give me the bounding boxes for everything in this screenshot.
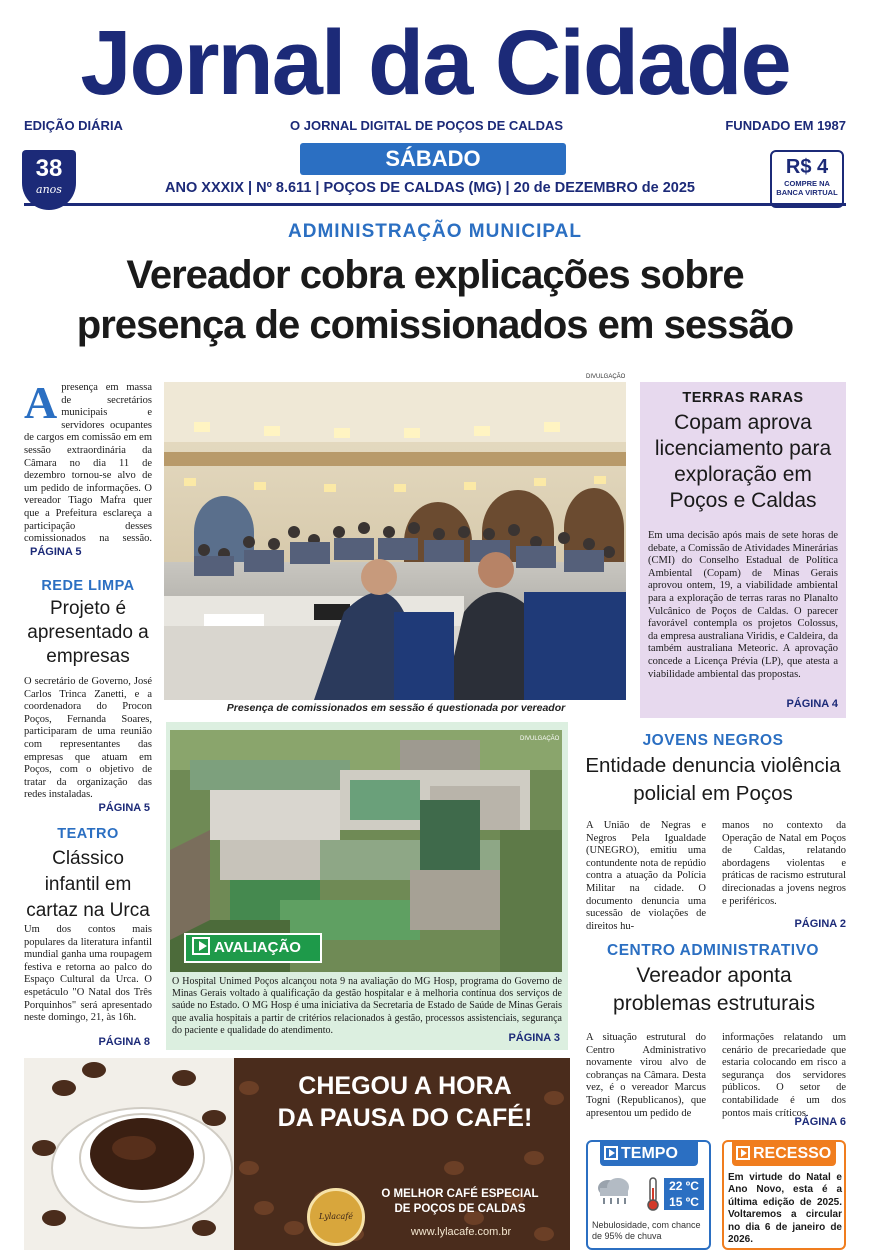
coffee-ad-headline-line1: CHEGOU A HORA (298, 1072, 512, 1100)
anniversary-label: anos (36, 183, 62, 196)
lead-headline[interactable] (30, 250, 840, 350)
edition-line: ANO XXXIX | Nº 8.611 | POÇOS DE CALDAS (MG) | 20 de DEZEMBRO de 2025 (165, 180, 695, 196)
teatro-page-ref[interactable]: PÁGINA 8 (98, 1036, 150, 1048)
lead-headline-line2: presença de comissionados em sessão (76, 303, 794, 347)
newspaper-title: Jornal da Cidade (80, 12, 790, 114)
recess-notice: Em virtude do Natal e Ano Novo, esta é a última edição de 2025. Voltaremos a circular no dia 6 de janeiro de 2026. (728, 1172, 842, 1246)
coffee-ad-headline (240, 1070, 570, 1134)
dropcap: A (24, 377, 58, 428)
terras-raras-body: Em uma decisão após mais de sete horas de debate, a Comissão de Atividades Minerárias (CMI) do Conselho Estadual de Política Ambiental (Copam) de Minas Gerais aprovou ontem, 19, a viabilidade ambiental para a exploração de terras raras no Planalto Vulcânico de Poços de Caldas. O parecer favorável contempla os projetos Colossus, da empresa australiana Viridis, e Caldeira, da também australiana Meteoric. A aprovação concede a Licença Prévia (LP), que atesta a viabilidade ambiental das propostas. (648, 530, 838, 680)
founded-year: FUNDADO EM 1987 (725, 118, 846, 133)
lead-article-text: presença em massa de secretários municipais e servidores ocupantes de cargos em comissão em em sessão extraordinária da Câmara no dia 11 de dezembro tornou-se alvo de um pedido de informações. O vereador Tiago Mafra quer que a Prefeitura esclareça a participação desses comissionados na sessão. (24, 382, 152, 545)
temperature-high: 22 ºC (664, 1178, 704, 1194)
rede-limpa-page-ref[interactable]: PÁGINA 5 (98, 802, 150, 814)
play-icon (192, 937, 210, 955)
coffee-ad-tagline-line2: DE POÇOS DE CALDAS (394, 1203, 526, 1215)
coffee-ad-url[interactable]: www.lylacafe.com.br (410, 1226, 512, 1238)
teatro-headline[interactable]: Clássico infantil em cartaz na Urca (26, 848, 150, 921)
teatro-body: Um dos contos mais populares da literatura infantil mundial ganha uma roupagem festiva e retorna ao palco do Espaço Cultural da Urca. O espetáculo "O Natal dos Três Porquinhos" será apresentado neste domingo, 21, às 16h. (24, 924, 152, 1024)
avaliacao-body: O Hospital Unimed Poços alcançou nota 9 na avaliação do MG Hosp, programa do Governo de Minas Gerais voltado à qualificação da gestão hospitalar e à melhoria contínua dos serviços de saúde no Estado. O MG Hosp é uma iniciativa da Secretaria de Estado de Saúde de Minas Gerais que avalia hospitais a partir de critérios relacionados à gestão, processos assistenciais, segurança do paciente e qualidade do atendimento. (172, 976, 562, 1036)
chamber-photo-caption: Presença de comissionados em sessão é questionada por vereador (226, 702, 566, 714)
weather-label: TEMPO (621, 1145, 678, 1162)
weather-header (600, 1142, 698, 1166)
play-icon (604, 1146, 618, 1160)
edition-type: EDIÇÃO DIÁRIA (24, 118, 123, 133)
rede-limpa-kicker: REDE LIMPA (41, 578, 135, 594)
centro-admin-body-col1: A situação estrutural do Centro Administrativo novamente virou alvo de cobranças na Câmara. Desta vez, é o vereador Marcus Togni (Republicanos), que apresentou um pedido de (586, 1032, 706, 1119)
terras-raras-kicker: TERRAS RARAS (682, 390, 804, 406)
jovens-negros-body-col2: manos no contexto da Operação de Natal em Poços de Caldas, relatando abordagens violentas e práticas de racismo estrutural direcionadas a jovens negros e periféricos. (722, 820, 846, 907)
play-icon (736, 1146, 750, 1160)
rede-limpa-body: O secretário de Governo, José Carlos Trinca Zanetti, e a coordenadora do Procon Poços, Fernanda Soares, participaram de uma reunião com representantes das empresas que atuam em Poços, com o objetivo de tratar da organização das redes instaladas. (24, 676, 152, 801)
jovens-negros-body-col1: A União de Negras e Negros Pela Igualdade (UNEGRO), emitiu uma contundente nota de repúdio contra a atuação da Polícia Militar na cidade. O documento denuncia uma sucessão de violações de direitos hu- (586, 820, 706, 932)
terras-raras-headline[interactable]: Copam aprova licenciamento para exploração em Poços e Caldas (654, 411, 832, 512)
jovens-negros-kicker: JOVENS NEGROS (642, 732, 784, 749)
avaliacao-badge (184, 933, 322, 963)
avaliacao-badge-label: AVALIAÇÃO (214, 939, 301, 956)
lead-kicker: ADMINISTRAÇÃO MUNICIPAL (288, 221, 582, 242)
coffee-ad-tagline-line1: O MELHOR CAFÉ ESPECIAL (381, 1188, 539, 1200)
lead-headline-line1: Vereador cobra explicações sobre (126, 253, 744, 297)
centro-admin-body-col2: informações relatando um cenário de precariedade que estaria colocando em risco a segurança dos servidores públicos. O setor de contabilidade é um dos pontos mais críticos. (722, 1032, 846, 1119)
price-note-1: COMPRE NA (784, 179, 830, 188)
centro-admin-page-ref[interactable]: PÁGINA 6 (794, 1116, 846, 1128)
rede-limpa-headline[interactable]: Projeto é apresentado a empresas (27, 598, 149, 667)
chamber-photo-illustration (164, 382, 626, 700)
avaliacao-page-ref[interactable]: PÁGINA 3 (508, 1032, 560, 1044)
price-note-2: BANCA VIRTUAL (776, 188, 838, 197)
chamber-photo[interactable] (164, 382, 626, 700)
centro-admin-headline[interactable]: Vereador aponta problemas estruturais (613, 964, 815, 1015)
weekday-banner: SÁBADO (300, 143, 566, 175)
coffee-ad-tagline (360, 1187, 560, 1217)
recess-label: RECESSO (753, 1145, 832, 1162)
anniversary-badge (22, 150, 76, 210)
tagline: O JORNAL DIGITAL DE POÇOS DE CALDAS (290, 118, 564, 133)
teatro-kicker: TEATRO (57, 826, 119, 842)
price-box[interactable] (770, 150, 844, 208)
chamber-photo-credit: DIVULGAÇÃO (586, 374, 626, 380)
coffee-ad-headline-line2: DA PAUSA DO CAFÉ! (277, 1104, 533, 1132)
jovens-negros-page-ref[interactable]: PÁGINA 2 (794, 918, 846, 930)
jovens-negros-headline[interactable]: Entidade denuncia violência policial em Poços (585, 754, 841, 805)
rain-cloud-icon (594, 1176, 632, 1206)
weather-condition: Nebulosidade, com chance de 95% de chuva (592, 1220, 701, 1241)
centro-admin-kicker: CENTRO ADMINISTRATIVO (607, 942, 819, 959)
lead-page-ref[interactable]: PÁGINA 5 (30, 545, 82, 558)
anniversary-number: 38 (35, 155, 63, 182)
temperature-low: 15 ºC (664, 1194, 704, 1210)
thermometer-icon (646, 1176, 660, 1212)
terras-raras-page-ref[interactable]: PÁGINA 4 (786, 698, 838, 710)
lead-article-body (24, 377, 152, 559)
recess-header (732, 1142, 836, 1166)
price: R$ 4 (785, 156, 829, 178)
hospital-photo-credit: DIVULGAÇÃO (520, 736, 560, 742)
lylacafe-logo: Lylacafé (307, 1188, 365, 1246)
masthead-divider (24, 203, 846, 206)
